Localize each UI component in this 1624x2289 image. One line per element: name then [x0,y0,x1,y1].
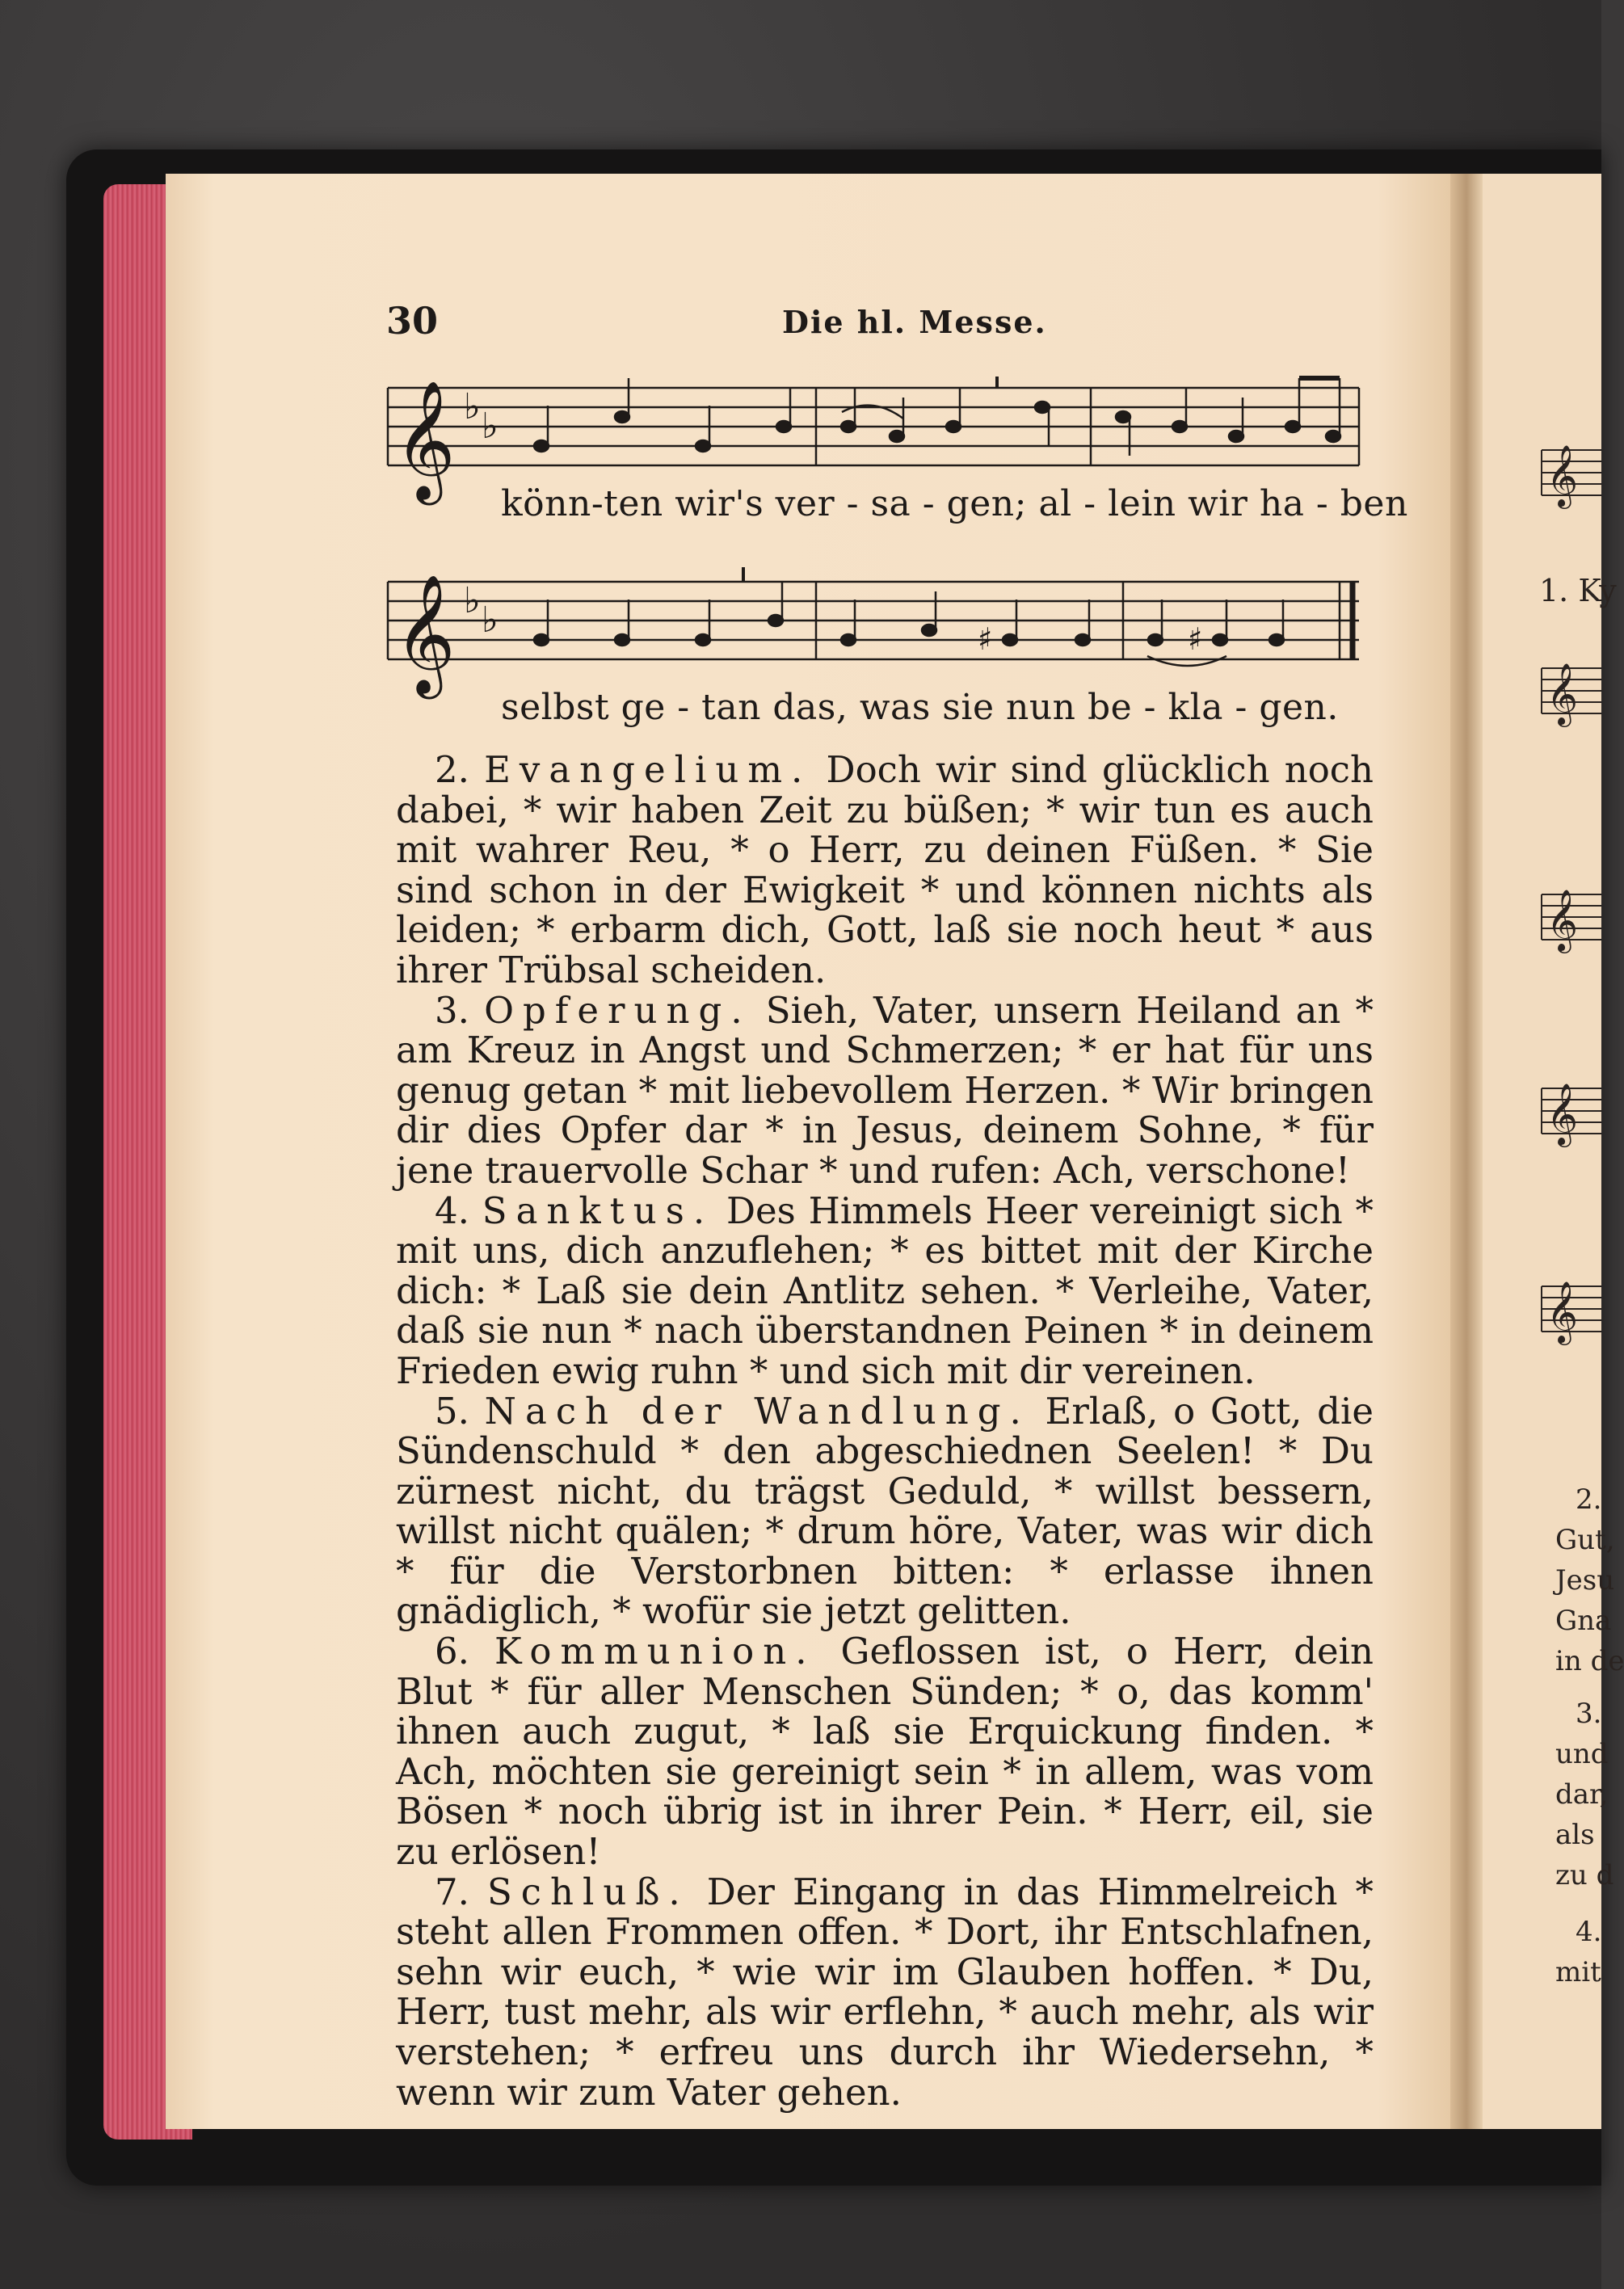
svg-text:♯: ♯ [978,621,993,657]
verse-2 [396,750,1374,991]
right-page-fragment: 2. [1576,1483,1602,1516]
verse-number: 4. [435,1189,469,1232]
svg-text:𝄞: 𝄞 [394,574,456,694]
verse-number: 6. [435,1630,469,1673]
running-title: Die hl. Messe. [782,304,1047,340]
verse-title: Nach der Wandlung. [484,1389,1030,1433]
verse-text: Geflossen ist, o Herr, dein Blut * für aller Menschen Sünden; * o, das komm' ihnen auch zugut, * laß sie Erquickung finden. * Ach, möchten sie gereinigt sein * in allem, was vom Bösen * noch übrig ist in ihrer Pein. * Herr, eil, sie zu erlösen! [396,1630,1374,1874]
svg-text:♭: ♭ [464,580,481,621]
svg-text:𝄞: 𝄞 [1546,889,1579,951]
svg-text:♯: ♯ [1188,621,1203,657]
music-staff-2 [380,566,1365,694]
svg-text:𝄞: 𝄞 [1546,1281,1579,1343]
lyrics-line-1: könn-ten wir's ver - sa - gen; al - lein wir ha - ben [501,483,1408,524]
verse-list [396,750,1374,2112]
svg-text:♭: ♭ [464,386,481,427]
svg-text:𝄞: 𝄞 [394,380,456,500]
right-page-staff [1535,885,1601,949]
right-page-fragment: Gna [1555,1605,1612,1637]
svg-text:♭: ♭ [482,600,499,641]
svg-text:𝄞: 𝄞 [1546,663,1579,725]
verse-text: Der Eingang in das Himmelreich * steht allen Frommen offen. * Dort, ihr Entschlafnen, sehn wir euch, * wie wir im Glauben hoffen. * Du, Herr, tust mehr, als wir erflehn, * auch mehr, als wir verstehen; * erfreu uns durch ihr Wiedersehn, * wenn wir zum Vater gehen. [396,1870,1374,2114]
right-page-fragment: als [1555,1819,1595,1851]
verse-title: Schluß. [486,1870,689,1913]
verse-text: Erlaß, o Gott, die Sündenschuld * den abgeschiednen Seelen! * Du zürnest nicht, du trägst Geduld, * willst bessern, willst nicht quälen; * drum höre, Vater, was wir dich * für die Verstorbnen bitten: * erlasse ihnen gnädiglich, * wofür sie jetzt gelitten. [396,1389,1374,1633]
right-page-fragment: 4. [1576,1916,1602,1948]
verse-number: 2. [435,748,469,791]
verse-title: Kommunion. [494,1630,816,1673]
svg-text:♭: ♭ [482,406,499,447]
verse-title: Evangelium. [484,748,812,791]
right-page-staff [1535,1277,1601,1341]
verse-number: 5. [435,1389,469,1433]
right-page-fragment: mit [1555,1956,1601,1988]
right-page-fragment: 1. Ky [1539,573,1617,608]
verse-title: Sanktus. [482,1189,714,1232]
verse-text: Sieh, Vater, unsern Heiland an * am Kreuz in Angst und Schmerzen; * er hat für uns genug getan * mit liebevollem Herzen. * Wir bringen dir dies Opfer dar * in Jesus, deinem Sohne, * für jene trauervolle Schar * und rufen: Ach, verschone! [396,988,1374,1192]
svg-text:𝄞: 𝄞 [1546,444,1579,507]
right-page-fragment: zu d [1555,1859,1614,1891]
page-header [386,299,1364,347]
verse-number: 7. [435,1870,469,1913]
right-page-fragment: dar, [1555,1778,1609,1811]
svg-text:𝄞: 𝄞 [1546,1083,1579,1145]
verse-3 [396,988,1374,1192]
right-page-fragment: in de [1555,1645,1624,1677]
right-page-staff [1535,440,1601,505]
right-page-staff [1535,1079,1601,1143]
book-gutter [1450,174,1483,2129]
verse-5 [396,1391,1374,1632]
verse-6 [396,1631,1374,1872]
page-number: 30 [386,299,439,343]
verse-4 [396,1191,1374,1391]
verse-text: Des Himmels Heer vereinigt sich * mit uns, dich anzuflehen; * es bittet mit der Kirche dich: * Laß sie dein Antlitz sehen. * Verleihe, Vater, daß sie nun * nach überstandnen Peinen * in deinem Frieden ewig ruhn * und sich mit dir vereinen. [396,1189,1374,1392]
right-page-fragment: 3. [1576,1698,1602,1730]
verse-text: Doch wir sind glücklich noch dabei, * wir haben Zeit zu büßen; * wir tun es auch mit wahrer Reu, * o Herr, zu deinen Füßen. * Sie sind schon in der Ewigkeit * und können nichts als leiden; * erbarm dich, Gott, laß sie noch heut * aus ihrer Trübsal scheiden. [396,748,1374,991]
right-page-fragment: und [1555,1738,1609,1770]
music-staff-1 [380,372,1365,500]
verse-7 [396,1872,1374,2113]
right-page-fragment: Jesu [1555,1564,1615,1597]
verse-title: Opferung. [484,988,751,1032]
right-page-staff [1535,659,1601,723]
verse-number: 3. [435,988,469,1032]
lyrics-line-2: selbst ge - tan das, was sie nun be - kla - gen. [501,687,1339,728]
right-page-fragment: Gut, [1555,1524,1615,1556]
